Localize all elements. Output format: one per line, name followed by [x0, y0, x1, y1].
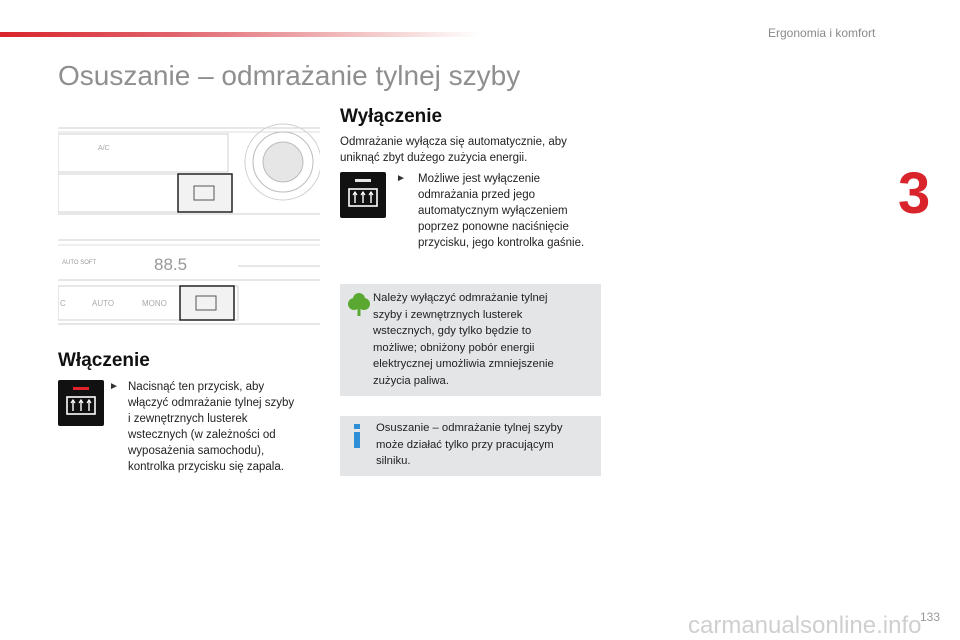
on-line: wyposażenia samochodu), [128, 445, 265, 457]
off-intro-line: Odmrażanie wyłącza się automatycznie, aby [340, 136, 567, 148]
page-title: Osuszanie – odmrażanie tylnej szyby [58, 60, 521, 91]
rear-defrost-icon [340, 172, 386, 218]
header-accent-bar [0, 32, 480, 37]
bullet-arrow-icon: ► [396, 173, 406, 184]
off-intro-line: uniknąć zbyt dużego zużycia energii. [340, 152, 528, 164]
eco-note-line: możliwe; obniżony pobór energii [373, 341, 535, 354]
on-line: włączyć odmrażanie tylnej szyby [128, 397, 295, 409]
info-note-box [340, 416, 601, 476]
section-title: Ergonomia i komfort [768, 26, 876, 40]
auto-soft-label: AUTO SOFT [62, 260, 97, 266]
climate-panel-illustration-bottom [58, 236, 320, 328]
on-section-heading: Włączenie [58, 350, 150, 371]
off-section-heading: Wyłączenie [340, 106, 443, 127]
ac-label: A/C [98, 145, 110, 152]
off-line: przycisku, jego kontrolka gaśnie. [418, 237, 585, 249]
chapter-number: 3 [898, 161, 931, 226]
info-note-line: silniku. [376, 455, 411, 467]
info-icon [350, 424, 364, 448]
off-line: poprzez ponowne naciśnięcie [418, 221, 569, 233]
info-note-line: może działać tylko przy pracującym [376, 438, 554, 451]
watermark: carmanualsonline.info [688, 612, 922, 639]
on-line: Nacisnąć ten przycisk, aby [128, 381, 265, 393]
eco-note-line: Należy wyłączyć odmrażanie tylnej [373, 292, 548, 304]
off-line: Możliwe jest wyłączenie [418, 173, 541, 185]
eco-tree-icon [348, 292, 370, 318]
left-label: C [60, 299, 66, 308]
eco-note-line: zużycia paliwa. [373, 374, 449, 387]
eco-note-box [340, 284, 601, 396]
on-line: i zewnętrznych lusterek [128, 413, 248, 425]
rear-defrost-icon [58, 380, 104, 426]
climate-panel-illustration-top [58, 120, 320, 220]
eco-note-line: szyby i zewnętrznych lusterek [373, 308, 523, 321]
eco-note-line: elektrycznej umożliwia zmniejszenie [373, 358, 554, 370]
bullet-arrow-icon: ► [109, 381, 119, 392]
off-line: automatycznym wyłączeniem [418, 205, 568, 217]
page-number: 133 [920, 610, 941, 624]
temperature-display: 88.5 [154, 255, 188, 274]
on-line: kontrolka przycisku się zapala. [128, 461, 284, 473]
auto-label: AUTO [92, 299, 115, 308]
off-line: odmrażania przed jego [418, 189, 535, 201]
info-note-line: Osuszanie – odmrażanie tylnej szyby [376, 422, 563, 434]
mono-label: MONO [142, 299, 167, 308]
on-line: wstecznych (w zależności od [128, 429, 276, 441]
eco-note-line: wstecznych, gdy tylko będzie to [373, 325, 532, 337]
